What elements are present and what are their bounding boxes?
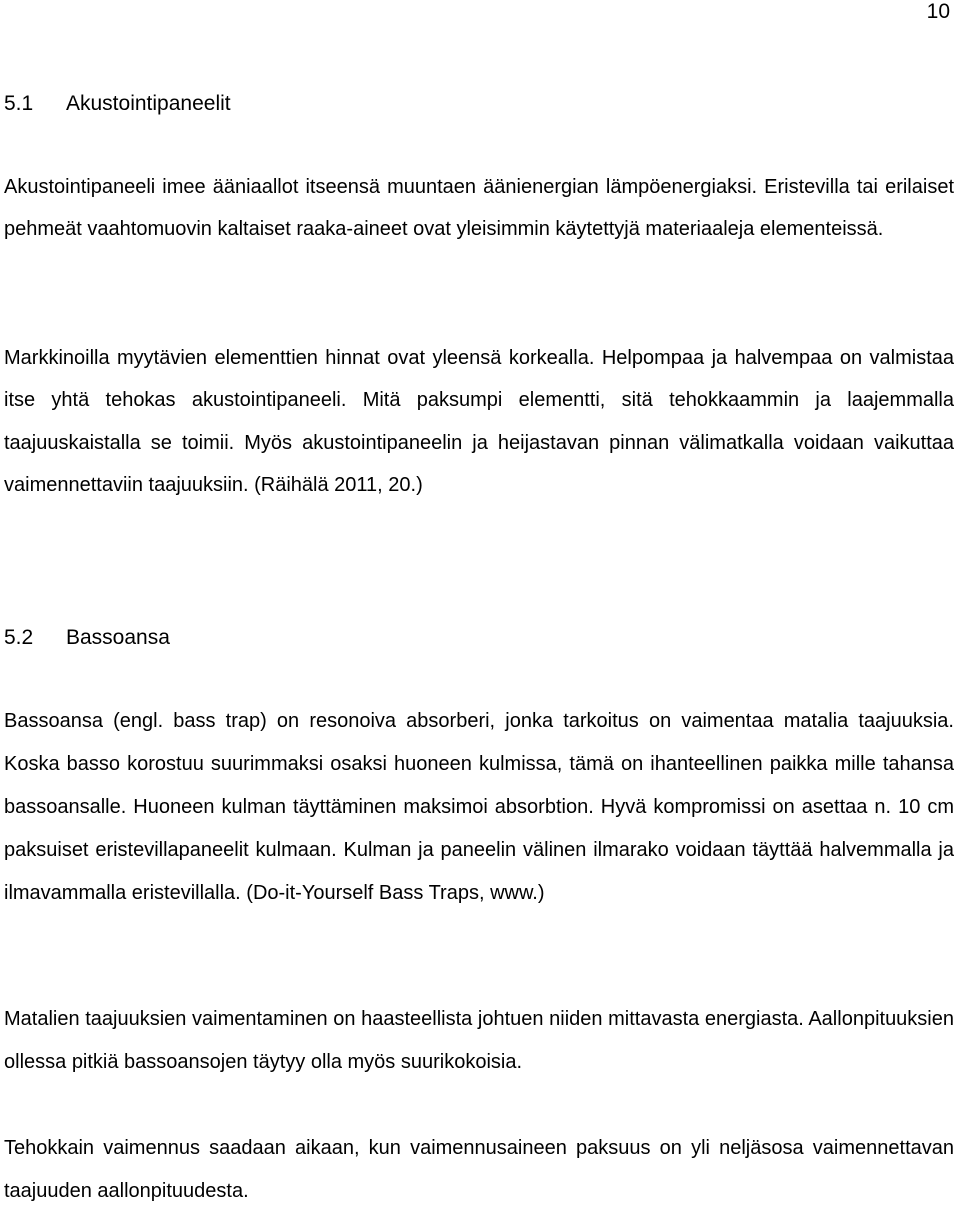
- paragraph: Bassoansa (engl. bass trap) on resonoiva absorberi, jonka tarkoitus on vaimentaa matalia taajuuksia. Koska basso korostuu suurimmaksi osaksi huoneen kulmissa, tämä on ihanteellinen paikka mille tahansa bassoansalle. Huoneen kulman täyttäminen maksimoi absorbtion. Hyvä kompromissi on asettaa n. 10 cm paksuiset eristevillapaneelit kulmaan. Kulman ja paneelin välinen ilmarako voidaan täyttää halvemmalla ja ilmavammalla eristevillalla. (Do-it-Yourself Bass Traps, www.): [4, 710, 954, 904]
- section-title: Akustointipaneelit: [66, 92, 231, 115]
- section-number: 5.2: [4, 626, 34, 649]
- paragraph: Matalien taajuuksien vaimentaminen on haasteellista johtuen niiden mittavasta energiasta. Aallonpituuksien ollessa pitkiä bassoansojen täytyy olla myös suurikokoisia.: [4, 1008, 954, 1073]
- paragraph: Akustointipaneeli imee ääniaallot itseensä muuntaen äänienergian lämpöenergiaksi. Eristevilla tai erilaiset pehmeät vaahtomuovin kaltaiset raaka-aineet ovat yleisimmin käytettyjä materiaaleja elementeissä.: [4, 176, 954, 241]
- page-number: 10: [926, 0, 950, 23]
- section-title: Bassoansa: [66, 626, 170, 649]
- paragraph: Markkinoilla myytävien elementtien hinnat ovat yleensä korkealla. Helpompaa ja halvempaa on valmistaa itse yhtä tehokas akustointipaneeli. Mitä paksumpi elementti, sitä tehokkaammin ja laajemmalla taajuuskaistalla se toimii. Myös akustointipaneelin ja heijastavan pinnan välimatkalla voidaan vaikuttaa vaimennettaviin taajuuksiin. (Räihälä 2011, 20.): [4, 347, 954, 497]
- section-heading-5-1: [4, 90, 231, 118]
- paragraph: Tehokkain vaimennus saadaan aikaan, kun vaimennusaineen paksuus on yli neljäsosa vaimennettavan taajuuden aallonpituudesta.: [4, 1137, 954, 1202]
- section-number: 5.1: [4, 92, 34, 115]
- section-heading-5-2: [4, 624, 170, 652]
